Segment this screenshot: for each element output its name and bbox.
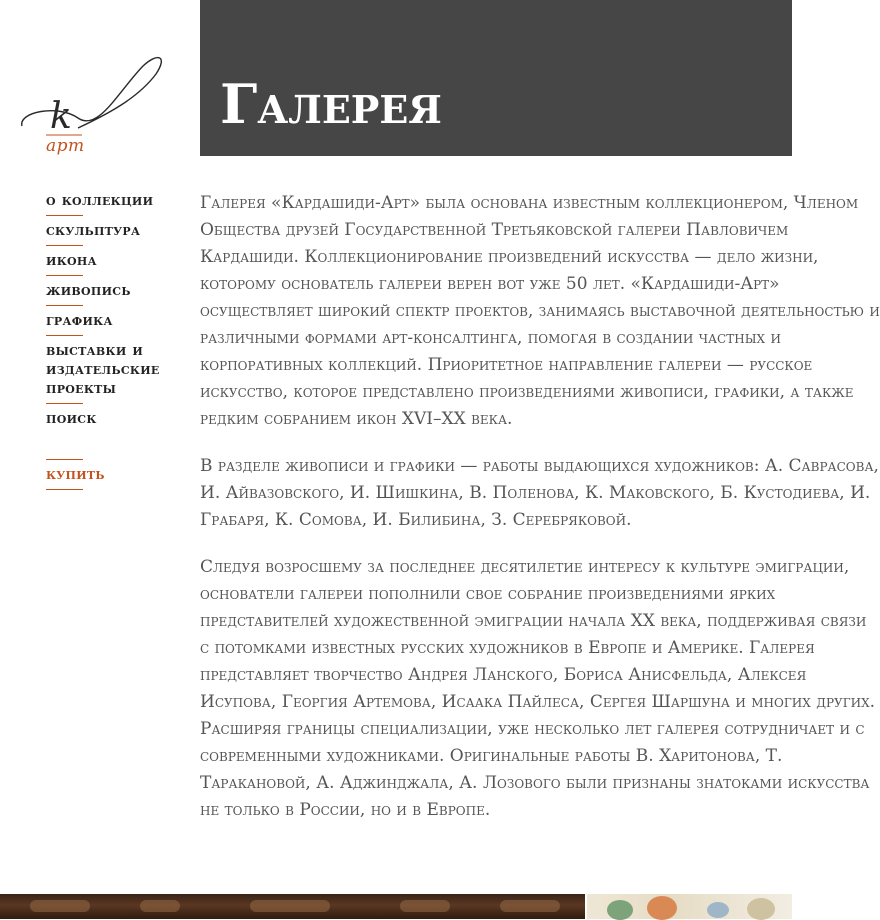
nav-divider	[46, 245, 83, 246]
gallery-image-carved-frame[interactable]	[0, 894, 585, 919]
paragraph-artists: В разделе живописи и графики — работы выдающихся художников: А. Саврасова, И. Айвазовского, И. Шишкина, В. Поленова, К. Маковского, Б. Кустодиева, И. Грабаря, К. Сомова, И. Билибина, З. Серебряковой.	[200, 456, 879, 530]
page-title: Галерея	[220, 72, 442, 136]
nav-item-collection[interactable]: о коллекции	[46, 190, 154, 209]
nav-item-painting[interactable]: живопись	[46, 280, 131, 299]
logo-swirl-icon	[18, 52, 168, 162]
nav-divider	[46, 403, 83, 404]
nav-item-sculpture[interactable]: скульптура	[46, 220, 141, 239]
logo-word: арт	[46, 136, 85, 156]
ornament-shape	[30, 900, 90, 912]
nav-divider	[46, 305, 83, 306]
nav-divider	[46, 489, 83, 490]
nav-item-icon[interactable]: икона	[46, 250, 97, 269]
image-strip	[0, 894, 792, 919]
nav-item-graphics[interactable]: графика	[46, 310, 113, 329]
ornament-shape	[140, 900, 180, 912]
nav-divider	[46, 275, 83, 276]
paint-spot	[607, 900, 633, 920]
nav-divider	[46, 335, 83, 336]
ornament-shape	[400, 900, 450, 912]
paragraph-intro: Галерея «Кардашиди-Арт» была основана известным коллекционером, Членом Общества друзей Государственной Третьяковской галереи Павловичем Кардашиди. Коллекционирование произведений искусства — дело жизни, которому основатель галереи верен вот уже 50 лет. «Кардашиди-Арт» осуществляет широкий спектр проектов, занимаясь выставочной деятельностью и различными формами арт-консалтинга, помогая в создании частных и корпоративных коллекций. Приоритетное направление галереи — русское искусство, которое представлено произведениями живописи, графики, а также редким собранием икон XVI–XX века.	[200, 193, 880, 429]
paint-spot	[647, 896, 677, 920]
logo-letter: k	[50, 96, 72, 137]
logo[interactable]	[18, 52, 168, 162]
gallery-image-painting[interactable]	[587, 894, 792, 919]
paint-spot	[707, 902, 729, 918]
header-band	[200, 0, 792, 156]
nav-divider	[46, 459, 83, 460]
paint-spot	[747, 898, 775, 920]
nav-item-search[interactable]: поиск	[46, 408, 97, 427]
main-content	[200, 190, 880, 830]
nav-item-buy[interactable]: купить	[46, 464, 105, 483]
sidebar-nav	[46, 190, 171, 494]
nav-divider	[46, 215, 83, 216]
ornament-shape	[500, 900, 560, 912]
nav-spacer	[46, 427, 171, 453]
nav-item-exhibitions[interactable]: выставки и издательские проекты	[46, 340, 160, 397]
ornament-shape	[250, 900, 330, 912]
paragraph-emigration: Следуя возросшему за последнее десятилетие интересу к культуре эмиграции, основатели галереи пополнили свое собрание произведениями ярких представителей художественной эмиграции начала XX века, поддерживая связи с потомками известных русских художников в Европе и Америке. Галерея представляет творчество Андрея Ланского, Бориса Анисфельда, Алексея Исупова, Георгия Артемова, Исаака Пайлеса, Сергея Шаршуна и многих других. Расширяя границы специализации, уже несколько лет галерея сотрудничает и с современными художниками. Оригинальные работы В. Харитонова, Т. Таракановой, А. Аджинджала, А. Лозового были признаны знатоками искусства не только в России, но и в Европе.	[200, 557, 876, 820]
